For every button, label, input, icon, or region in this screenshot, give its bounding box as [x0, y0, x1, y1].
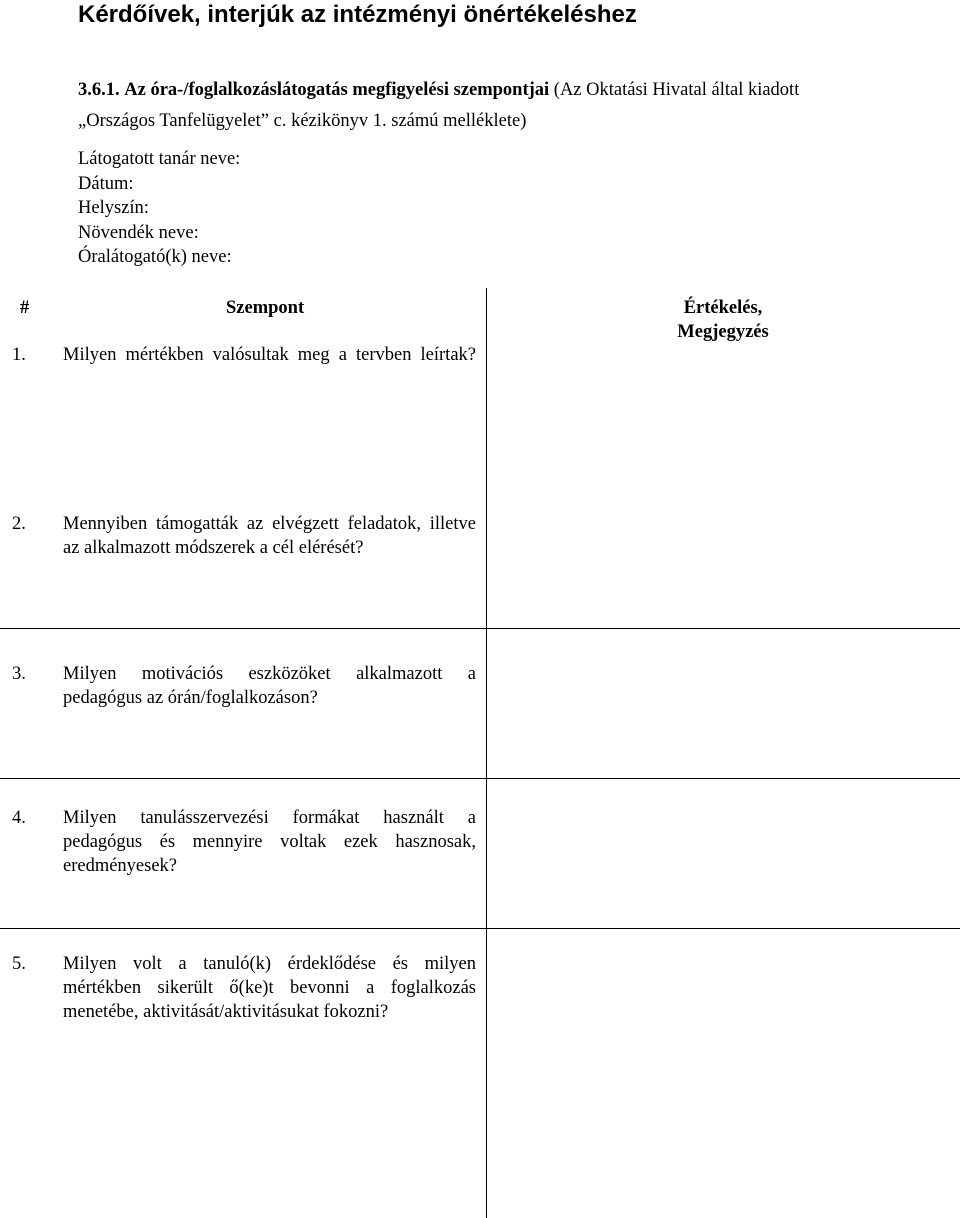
visit-info-fields — [78, 147, 240, 270]
document-title: Kérdőívek, interjúk az intézményi önértékeléshez — [78, 1, 637, 28]
header-criterion: Szempont — [226, 298, 305, 318]
header-evaluation-line1: Értékelés, — [683, 298, 763, 318]
row-question: Mennyiben támogatták az elvégzett feladatok, illetve az alkalmazott módszerek a cél elérését? — [63, 514, 476, 558]
field-location: Helyszín: — [78, 198, 149, 218]
row-divider — [0, 778, 960, 779]
header-evaluation-line2: Megjegyzés — [677, 322, 769, 342]
field-date: Dátum: — [78, 173, 134, 194]
row-number: 3. — [12, 664, 26, 684]
header-hash: # — [20, 298, 30, 318]
row-divider — [0, 628, 960, 629]
row-number: 4. — [12, 808, 26, 828]
section-source-note: (Az Oktatási Hivatal által kiadott „Országos Tanfelügyelet” c. kézikönyv 1. számú melléklete) — [78, 80, 800, 131]
row-question: Milyen volt a tanuló(k) érdeklődése és milyen mértékben sikerült ő(ke)t bevonni a foglalkozás menetébe, aktivitását/aktivitásukat fokozni? — [63, 954, 476, 1022]
row-divider — [0, 928, 960, 929]
section-heading: Az óra-/foglalkozáslátogatás megfigyelési szempontjai — [124, 80, 550, 100]
row-question: Milyen tanulásszervezési formákat használt a pedagógus és mennyire voltak ezek hasznosak, eredményesek? — [63, 808, 476, 876]
section-number: 3.6.1. — [78, 80, 120, 100]
column-divider — [486, 288, 487, 1218]
section-intro — [78, 75, 838, 137]
row-number: 2. — [12, 514, 26, 534]
field-observer-name: Óralátogató(k) neve: — [78, 247, 232, 267]
field-teacher-name: Látogatott tanár neve: — [78, 149, 241, 169]
row-number: 5. — [12, 954, 26, 974]
field-student-name: Növendék neve: — [78, 222, 199, 243]
header-evaluation — [656, 296, 790, 344]
row-question: Milyen motivációs eszközöket alkalmazott a pedagógus az órán/foglalkozáson? — [63, 664, 476, 708]
row-question: Milyen mértékben valósultak meg a tervben leírtak? — [63, 345, 476, 365]
observation-criteria-table — [0, 288, 960, 1218]
row-number: 1. — [12, 345, 26, 365]
